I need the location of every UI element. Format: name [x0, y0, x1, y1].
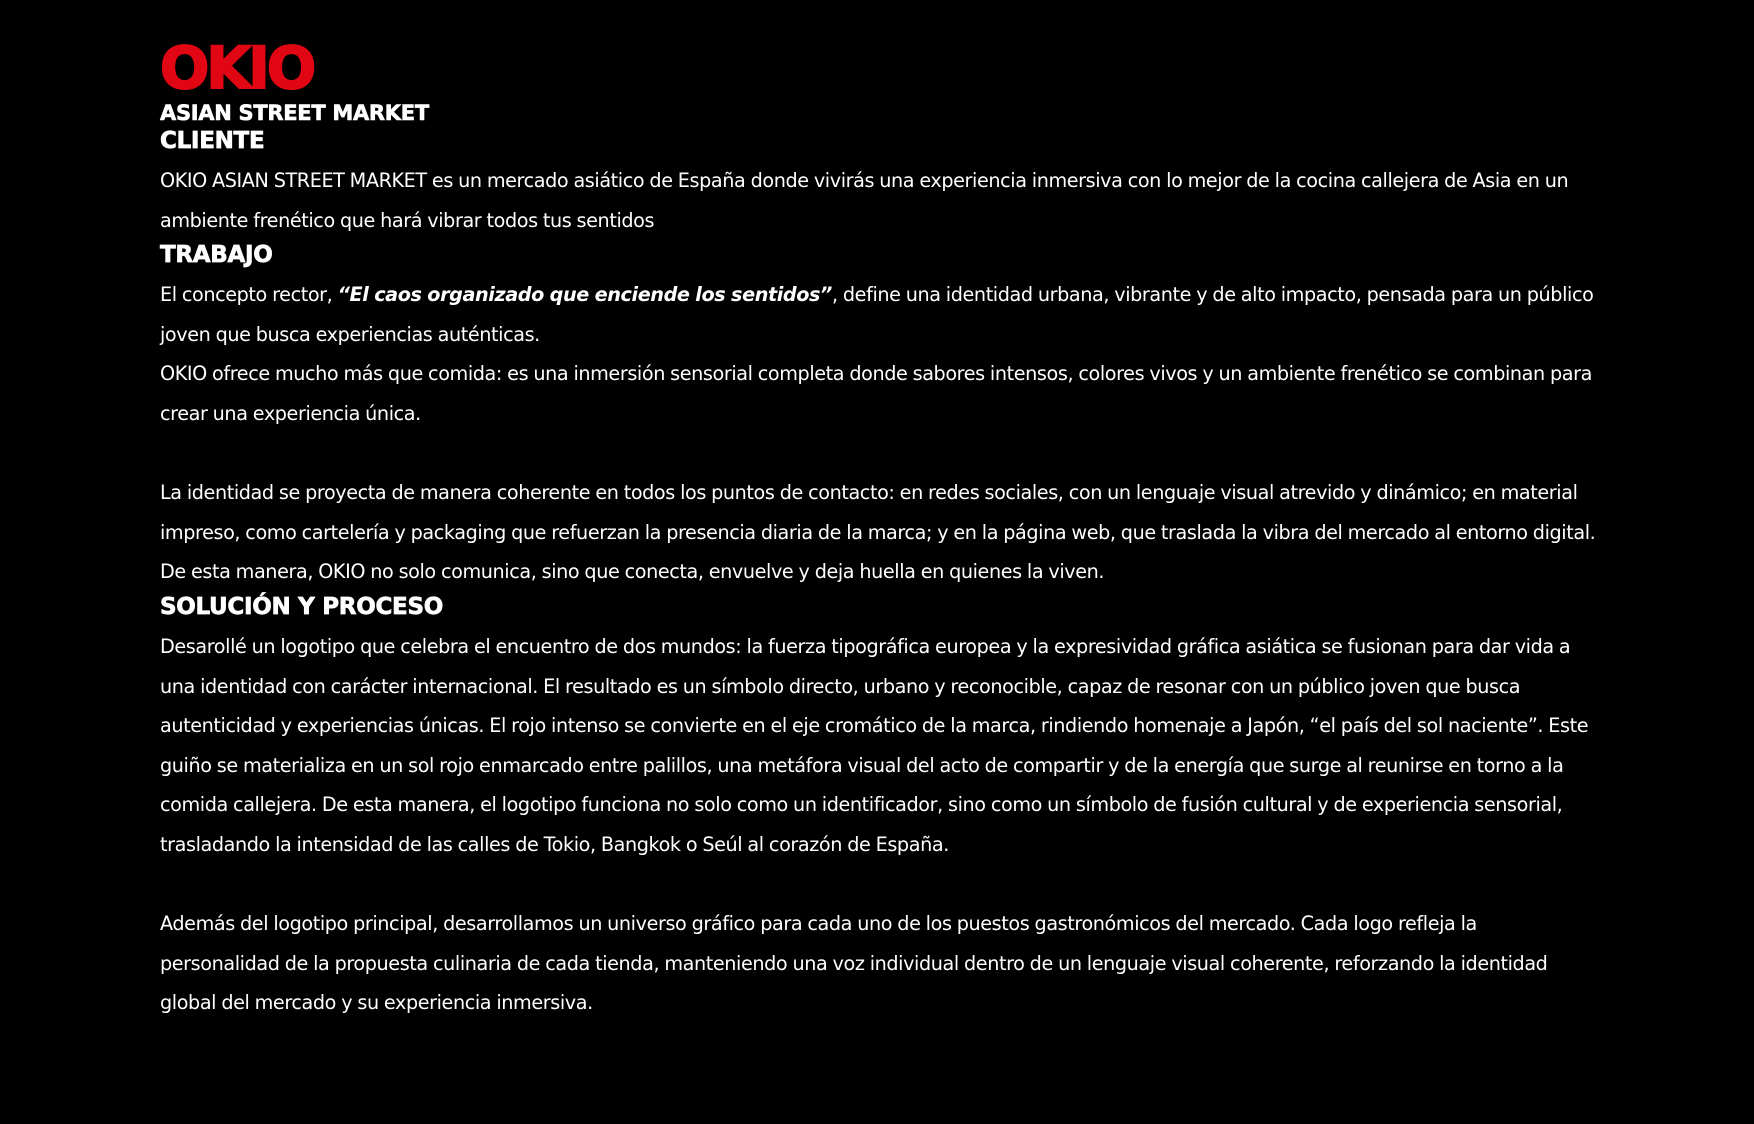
project-page — [160, 34, 1600, 1023]
section-trabajo — [160, 240, 1600, 592]
trabajo-paragraph-1 — [160, 275, 1600, 354]
paragraph-spacer — [160, 865, 1600, 905]
trabajo-paragraph-2: OKIO ofrece mucho más que comida: es una inmersión sensorial completa donde sabores intensos, colores vivos y un ambiente frenético se combinan para crear una experiencia única. — [160, 362, 1592, 425]
trabajo-paragraph-3: La identidad se proyecta de manera coherente en todos los puntos de contacto: en redes sociales, con un lenguaje visual atrevido y dinámico; en material impreso, como cartelería y packaging que refuerzan la presencia diaria de la marca; y en la página web, que traslada la vibra del mercado al entorno digital. De esta manera, OKIO no solo comunica, sino que conecta, envuelve y deja huella en quienes la viven. — [160, 481, 1596, 584]
trabajo-p1-before: El concepto rector, — [160, 283, 338, 307]
heading-trabajo: TRABAJO — [160, 242, 273, 269]
client-name: OKIO ASIAN STREET MARKET — [160, 169, 427, 192]
solucion-paragraph-2: Además del logotipo principal, desarrollamos un universo gráfico para cada uno de los puestos gastronómicos del mercado. Cada logo refleja la personalidad de la propuesta culinaria de cada tienda, manteniendo una voz individual dentro de un lenguaje visual coherente, reforzando la identidad global del mercado y su experiencia inmersiva. — [160, 912, 1548, 1015]
section-solucion — [160, 592, 1600, 1023]
brand-subtitle: ASIAN STREET MARKET — [160, 101, 429, 125]
heading-cliente: CLIENTE — [160, 128, 265, 154]
trabajo-p1-after: , define una identidad urbana, vibrante y de alto impacto, pensada para un público joven que busca experiencias auténticas. — [160, 283, 1594, 346]
heading-solucion: SOLUCIÓN Y PROCESO — [160, 593, 443, 620]
cliente-paragraph — [160, 161, 1600, 240]
concept-quote: “El caos organizado que enciende los sentidos” — [337, 283, 832, 307]
okio-logo: OKIO — [160, 34, 314, 102]
section-cliente — [160, 126, 1600, 240]
cliente-text: es un mercado asiático de España donde vivirás una experiencia inmersiva con lo mejor de la cocina callejera de Asia en un ambiente frenético que hará vibrar todos tus sentidos — [160, 169, 1569, 232]
solucion-paragraph-1: Desarollé un logotipo que celebra el encuentro de dos mundos: la fuerza tipográfica europea y la expresividad gráfica asiática se fusionan para dar vida a una identidad con carácter internacional. El resultado es un símbolo directo, urbano y reconocible, capaz de resonar con un público joven que busca autenticidad y experiencias únicas. El rojo intenso se convierte en el eje cromático de la marca, rindiendo homenaje a Japón, “el país del sol naciente”. Este guiño se materializa en un sol rojo enmarcado entre palillos, una metáfora visual del acto de compartir y de la energía que surge al reunirse en torno a la comida callejera. De esta manera, el logotipo funciona no solo como un identificador, sino como un símbolo de fusión cultural y de experiencia sensorial, trasladando la intensidad de las calles de Tokio, Bangkok o Seúl al corazón de España. — [160, 634, 1589, 856]
paragraph-spacer — [160, 434, 1600, 474]
